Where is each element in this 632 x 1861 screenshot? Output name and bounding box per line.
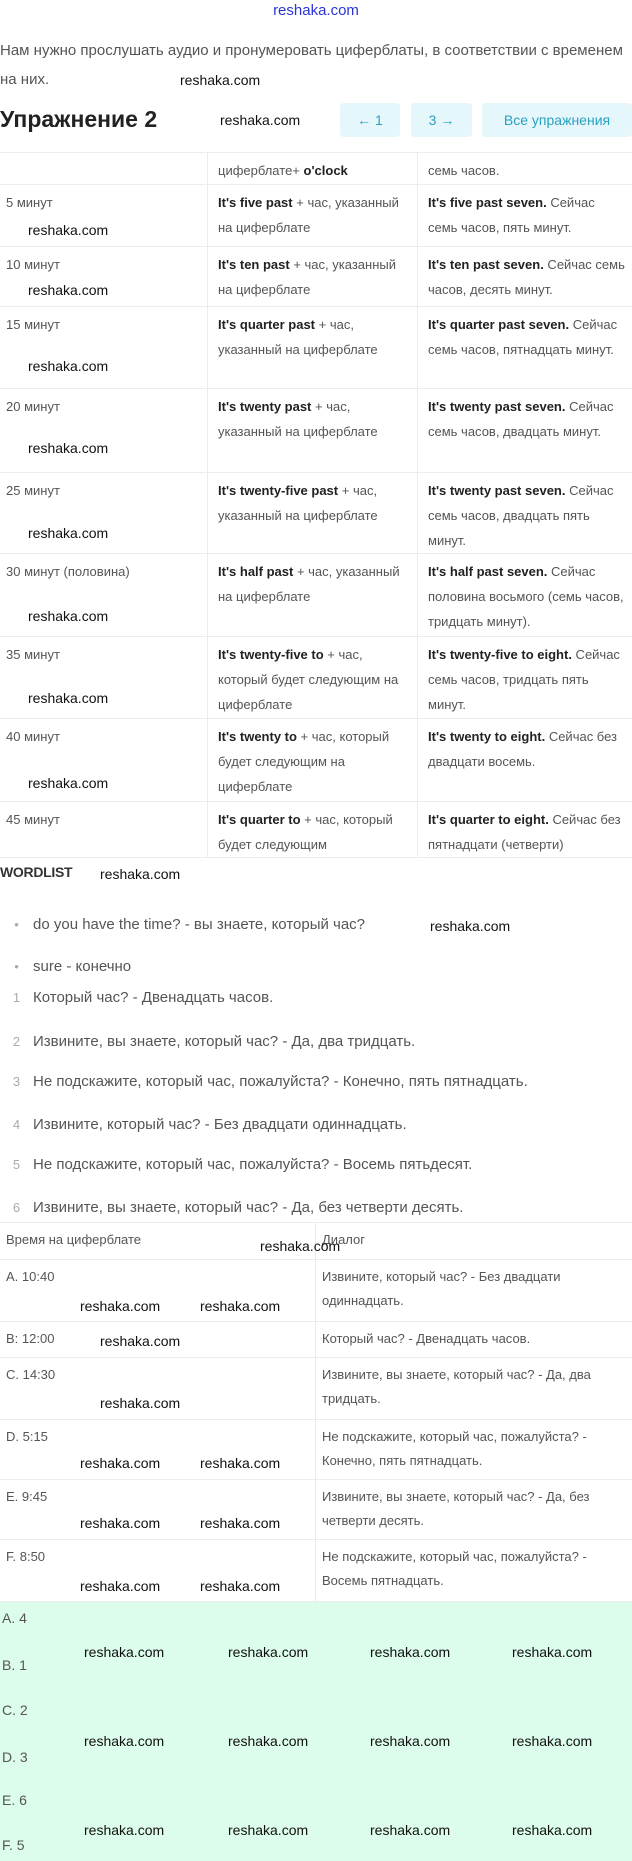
list-item-text: Не подскажите, который час, пожалуйста? - Конечно, пять пятнадцать. (33, 1073, 528, 1090)
time-cell: 30 минут (половина) (0, 554, 208, 636)
pattern-cell (208, 185, 418, 246)
pattern-bold: It's twenty past (218, 399, 312, 414)
table-row (0, 637, 632, 719)
pattern-bold: It's five past (218, 195, 293, 210)
pattern-cell (208, 153, 418, 184)
watermark: reshaka.com (80, 1455, 161, 1471)
dialog-cell: Не подскажите, который час, пожалуйста? - Конечно, пять пятнадцать. (322, 1429, 587, 1468)
time-cell: 40 минут (0, 719, 208, 801)
time-cell: A. 10:40 (0, 1260, 316, 1321)
column-header: Время на циферблате (0, 1223, 316, 1259)
pattern-text: + час, указанный на циферблате (218, 257, 396, 297)
watermark: reshaka.com (200, 1455, 281, 1471)
all-exercises-button[interactable]: Все упражнения (482, 103, 632, 137)
watermark: reshaka.com (260, 1238, 341, 1254)
bullet-icon: • (14, 959, 19, 974)
list-number: 4 (12, 1117, 21, 1132)
answer-item: B. 1 (2, 1657, 27, 1673)
list-number: 5 (12, 1157, 21, 1172)
pattern-text: циферблате+ (218, 163, 304, 178)
list-item-text: sure - конечно (33, 958, 132, 975)
example-cell (418, 719, 632, 801)
pattern-cell (208, 637, 418, 718)
example-text: Сейчас семь часов, двадцать пять минут. (428, 483, 614, 548)
table-row (0, 1480, 632, 1540)
list-item (0, 1116, 407, 1133)
example-cell (418, 389, 632, 472)
example-cell (418, 473, 632, 553)
watermark: reshaka.com (28, 775, 109, 791)
watermark: reshaka.com (200, 1578, 281, 1594)
page-title: Упражнение 2 (0, 106, 158, 132)
watermark: reshaka.com (370, 1822, 451, 1838)
watermark: reshaka.com (370, 1733, 451, 1749)
list-item (0, 1156, 472, 1173)
watermark: reshaka.com (80, 1578, 161, 1594)
example-bold: It's twenty past seven. (428, 399, 566, 414)
table-header-row (0, 1222, 632, 1260)
example-bold: It's half past seven. (428, 564, 548, 579)
table-row (0, 1358, 632, 1420)
table-row (0, 802, 632, 858)
watermark: reshaka.com (228, 1822, 309, 1838)
example-bold: It's twenty past seven. (428, 483, 566, 498)
pattern-cell (208, 802, 418, 857)
pattern-text: + час, который будет следующим (218, 812, 393, 852)
list-item (0, 1073, 528, 1090)
pattern-bold: It's twenty to (218, 729, 297, 744)
list-item (0, 916, 365, 933)
list-item (0, 989, 273, 1006)
table-row (0, 1420, 632, 1480)
watermark: reshaka.com (84, 1822, 165, 1838)
time-cell: 35 минут (0, 637, 208, 718)
dialog-cell: Извините, вы знаете, который час? - Да, без четверти десять. (322, 1489, 590, 1528)
watermark: reshaka.com (28, 690, 109, 706)
watermark: reshaka.com (80, 1515, 161, 1531)
pattern-bold: It's half past (218, 564, 294, 579)
watermark: reshaka.com (512, 1822, 593, 1838)
answer-item: F. 5 (2, 1837, 25, 1853)
time-cell: 20 минут (0, 389, 208, 472)
time-cell: 15 минут (0, 307, 208, 388)
watermark: reshaka.com (512, 1644, 593, 1660)
pattern-text: + час, указанный на циферблате (218, 399, 378, 439)
time-cell: 25 минут (0, 473, 208, 553)
example-text: Сейчас семь часов, пять минут. (428, 195, 595, 235)
watermark: reshaka.com (80, 1298, 161, 1314)
example-cell (418, 802, 632, 857)
watermark: reshaka.com (84, 1644, 165, 1660)
list-item (0, 958, 131, 975)
watermark: reshaka.com (84, 1733, 165, 1749)
dialog-cell: Не подскажите, который час, пожалуйста? - Восемь пятнадцать. (322, 1549, 587, 1588)
table-row (0, 307, 632, 389)
table-row (0, 389, 632, 473)
pattern-text: + час, который будет следующим на циферблате (218, 647, 399, 712)
list-item (0, 1199, 463, 1216)
list-number: 6 (12, 1200, 21, 1215)
example-bold: It's quarter to eight. (428, 812, 549, 827)
dialog-cell: Извините, который час? - Без двадцати одиннадцать. (322, 1269, 561, 1308)
list-item (0, 1033, 415, 1050)
list-item-text: Который час? - Двенадцать часов. (33, 989, 274, 1006)
pattern-bold: It's twenty-five to (218, 647, 324, 662)
answer-item: E. 6 (2, 1792, 27, 1808)
bullet-icon: • (14, 917, 19, 932)
time-cell: E. 9:45 (0, 1480, 316, 1539)
table-row (0, 1260, 632, 1322)
pattern-cell (208, 719, 418, 801)
pattern-text: + час, указанный на циферблате (218, 564, 400, 604)
list-item-text: do you have the time? - вы знаете, который час? (33, 916, 366, 933)
list-number: 1 (12, 990, 21, 1005)
table-row (0, 185, 632, 247)
watermark: reshaka.com (100, 1395, 181, 1411)
pattern-text: + час, указанный на циферблате (218, 195, 399, 235)
answer-item: C. 2 (2, 1702, 28, 1718)
example-text: Сейчас половина восьмого (семь часов, тридцать минут). (428, 564, 624, 629)
table-row (0, 1540, 632, 1602)
table-row (0, 473, 632, 554)
list-number: 3 (12, 1074, 21, 1089)
prev-exercise-button[interactable]: ← 1 (340, 103, 400, 137)
watermark: reshaka.com (28, 525, 109, 541)
watermark: reshaka.com (28, 282, 109, 298)
example-bold: It's twenty-five to eight. (428, 647, 572, 662)
watermark: reshaka.com (228, 1733, 309, 1749)
pattern-cell (208, 473, 418, 553)
example-text: Сейчас без пятнадцати (четверти) (428, 812, 621, 852)
wordlist-title: WORDLIST (0, 864, 73, 880)
dialog-cell: Извините, вы знаете, который час? - Да, два тридцать. (322, 1367, 591, 1406)
column-header: Диалог (322, 1232, 365, 1247)
watermark: reshaka.com (370, 1644, 451, 1660)
time-cell: 5 минут (0, 185, 208, 246)
example-cell (418, 637, 632, 718)
pattern-bold: It's quarter to (218, 812, 301, 827)
time-cell: C. 14:30 (0, 1358, 316, 1419)
list-item-text: Извините, вы знаете, который час? - Да, два тридцать. (33, 1033, 416, 1050)
watermark: reshaka.com (28, 222, 109, 238)
table-row (0, 152, 632, 185)
pattern-text: + час, указанный на циферблате (218, 483, 378, 523)
example-text: Сейчас без двадцати восемь. (428, 729, 618, 769)
watermark: reshaka.com (28, 358, 109, 374)
example-text: Сейчас семь часов, тридцать пять минут. (428, 647, 620, 712)
watermark: reshaka.com (228, 1644, 309, 1660)
pattern-text: + час, который будет следующим на циферблате (218, 729, 390, 794)
time-cell: 10 минут (0, 247, 208, 306)
pattern-bold: It's twenty-five past (218, 483, 339, 498)
time-cell: D. 5:15 (0, 1420, 316, 1479)
watermark: reshaka.com (180, 72, 261, 88)
example-cell (418, 307, 632, 388)
list-number: 2 (12, 1034, 21, 1049)
example-cell (418, 554, 632, 636)
list-item-text: Извините, вы знаете, который час? - Да, без четверти десять. (33, 1199, 464, 1216)
list-item-text: Извините, который час? - Без двадцати одиннадцать. (33, 1116, 407, 1133)
pattern-cell (208, 389, 418, 472)
answers-block (0, 1602, 632, 1861)
time-cell: F. 8:50 (0, 1540, 316, 1601)
dialog-cell: Который час? - Двенадцать часов. (322, 1331, 531, 1346)
example-cell (418, 247, 632, 306)
answer-item: D. 3 (2, 1749, 28, 1765)
time-cell (0, 153, 208, 184)
watermark: reshaka.com (100, 1333, 181, 1349)
table-row (0, 719, 632, 802)
pattern-text: + час, указанный на циферблате (218, 317, 378, 357)
table-row (0, 1322, 632, 1358)
list-item-text: Не подскажите, который час, пожалуйста? - Восемь пятьдесят. (33, 1156, 473, 1173)
table-row (0, 554, 632, 637)
answer-item: A. 4 (2, 1610, 27, 1626)
pattern-bold: o'clock (303, 163, 348, 178)
time-cell: B: 12:00 (0, 1322, 316, 1357)
pattern-cell (208, 247, 418, 306)
example-bold: It's twenty to eight. (428, 729, 546, 744)
example-bold: It's five past seven. (428, 195, 547, 210)
example-cell: семь часов. (428, 163, 500, 178)
watermark: reshaka.com (200, 1298, 281, 1314)
pattern-cell (208, 307, 418, 388)
watermark: reshaka.com (28, 608, 109, 624)
watermark: reshaka.com (100, 866, 181, 882)
example-text: Сейчас семь часов, десять минут. (428, 257, 625, 297)
watermark: reshaka.com (512, 1733, 593, 1749)
watermark: reshaka.com (220, 112, 301, 128)
time-cell: 45 минут (0, 802, 208, 857)
watermark: reshaka.com (430, 918, 511, 934)
example-bold: It's ten past seven. (428, 257, 544, 272)
pattern-cell (208, 554, 418, 636)
task-description: Нам нужно прослушать аудио и пронумеровать циферблаты, в соответствии с временем на них. (0, 42, 623, 88)
example-text: Сейчас семь часов, пятнадцать минут. (428, 317, 618, 357)
pattern-bold: It's quarter past (218, 317, 316, 332)
site-link[interactable]: reshaka.com (273, 2, 359, 19)
next-exercise-button[interactable]: 3 → (411, 103, 472, 137)
watermark: reshaka.com (28, 440, 109, 456)
watermark: reshaka.com (200, 1515, 281, 1531)
example-bold: It's quarter past seven. (428, 317, 570, 332)
pattern-bold: It's ten past (218, 257, 290, 272)
table-row (0, 247, 632, 307)
example-text: Сейчас семь часов, двадцать минут. (428, 399, 614, 439)
example-cell (418, 185, 632, 246)
